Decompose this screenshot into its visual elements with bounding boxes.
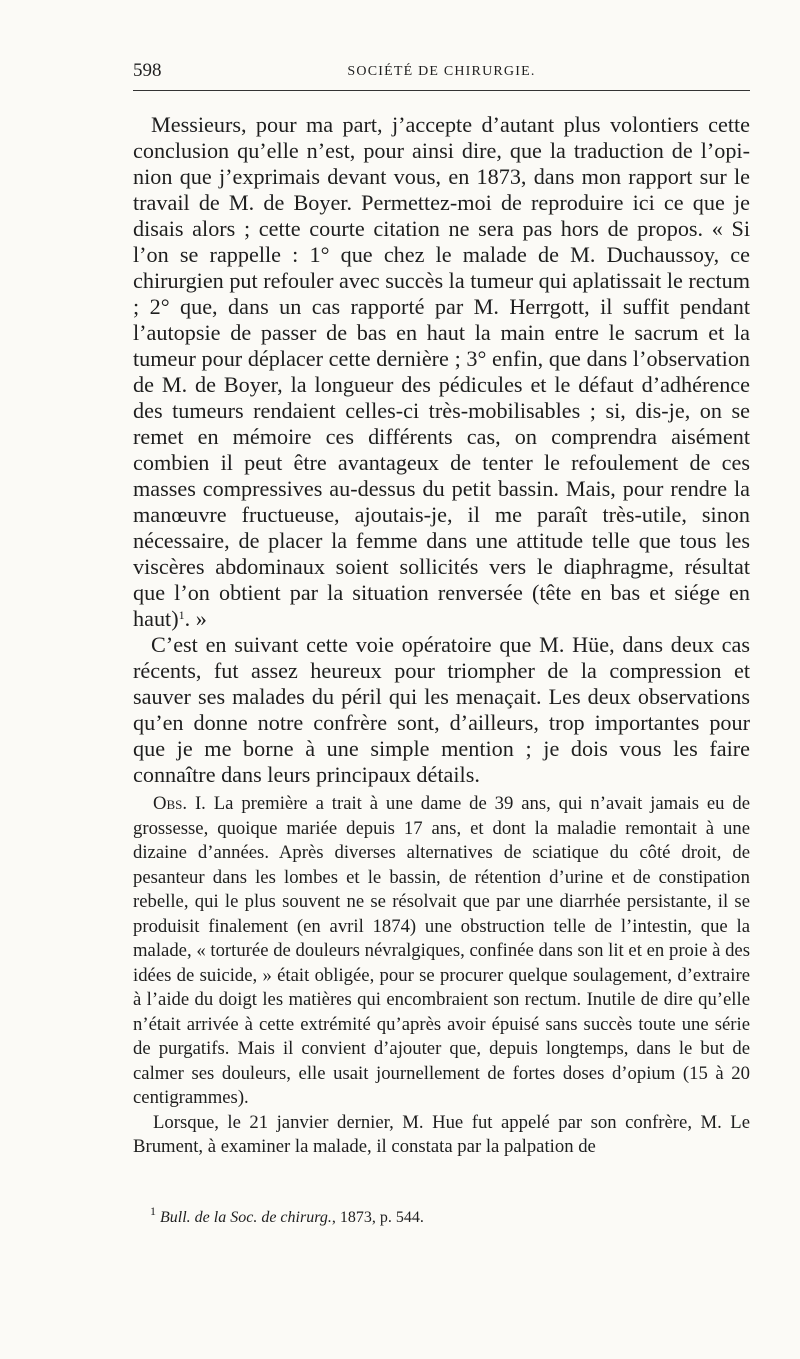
observation-paragraph (133, 792, 750, 1111)
observation-text: La première a trait à une dame de 39 ans, qui n’avait jamais eu de grossesse, quoique mariée depuis 17 ans, et dont la maladie remontait à une dizaine d’années. Après diverses alternatives de sciatique du côté droit, de pesanteur dans les lombes et le bassin, de rétention d’urine et de constipation rebelle, qui le plus souvent ne se résolvait que par une diarrhée persistante, il se produisit finalement (en avril 1874) une obstruction telle de l’intestin, que la malade, « torturée de douleurs névralgiques, confinée dans son lit et en proie à des idées de suicide, » était obligée, pour se procurer quelque soulagement, d’extraire à l’aide du doigt les matières qui encombraient son rectum. Inutile de dire qu’elle n’était arrivée à cette extrémité qu’après avoir épuisé sans succès toute une série de purgatifs. Mais il convient d’ajouter que, depuis longtemps, dans le but de calmer ses douleurs, elle usait journellement de fortes doses d’opium (15 à 20 centigrammes). (133, 793, 750, 1108)
body-paragraph (133, 112, 750, 632)
page-header (133, 60, 750, 91)
body-paragraph: C’est en suivant cette voie opératoire que M. Hüe, dans deux cas récents, fut assez heureux pour triompher de la compression et sauver ses malades du péril qui les menaçait. Les deux observations qu’en donne notre confrère sont, d’ailleurs, trop importantes pour que je me borne à une simple mention ; je dois vous les faire connaître dans leurs principaux détails. (133, 632, 750, 787)
running-head: SOCIÉTÉ DE CHIRURGIE. (347, 64, 536, 79)
footnote-citation-details: , 1873, p. 544. (331, 1209, 424, 1226)
observation-label: Obs. I. (153, 793, 206, 814)
paragraph-text: Messieurs, pour ma part, j’accepte d’autant plus volontiers cette conclusion qu’elle n’est, pour ainsi dire, que la traduction de l’opinion que j’exprimais devant vous, en 1873, dans mon rapport sur le travail de M. de Boyer. Permettez-moi de reproduire ici ce que je disais alors ; cette courte citation ne sera pas hors de propos. « Si l’on se rappelle : 1° que chez le malade de M. Duchaussoy, ce chirurgien put refouler avec succès la tumeur qui aplatissait le rectum ; 2° que, dans un cas rapporté par M. Herrgott, il suffit pendant l’autopsie de passer de bas en haut la main entre le sacrum et la tumeur pour déplacer cette dernière ; 3° enfin, que dans l’observation de M. de Boyer, la longueur des pédicules et le défaut d’adhérence des tumeurs rendaient celles-ci très-mobilisables ; si, dis-je, on se remet en mémoire ces différents cas, on comprendra aisément combien il peut être avantageux de tenter le refoulement de ces masses compressives au-dessus du petit bassin. Mais, pour rendre la manœuvre fructueuse, ajoutais-je, il me paraît très-utile, sinon nécessaire, de placer la femme dans une attitude telle que tous les viscères abdominaux soient sollicités vers le diaphragme, résultat que l’on obtient par la situation renversée (tête en bas et siége en haut) (133, 112, 750, 631)
main-body (133, 112, 750, 788)
footnote (150, 1204, 750, 1229)
paragraph-text-end: . » (184, 606, 207, 631)
page-number: 598 (133, 60, 162, 81)
observation-section (133, 792, 750, 1160)
footnote-reference: 1 (178, 608, 185, 622)
footnote-citation-title: Bull. de la Soc. de chirurg. (160, 1209, 332, 1226)
observation-paragraph: Lorsque, le 21 janvier dernier, M. Hue fut appelé par son confrère, M. Le Brument, à examiner la malade, il constata par la palpation de (133, 1111, 750, 1157)
footnote-marker: 1 (150, 1204, 156, 1218)
